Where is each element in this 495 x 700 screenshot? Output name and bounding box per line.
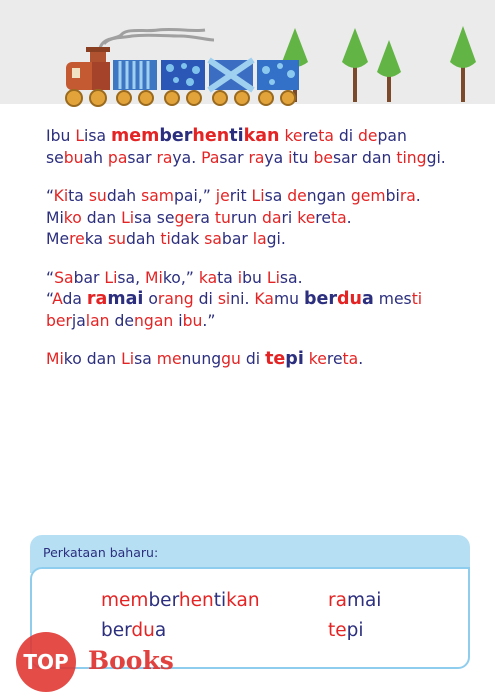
text-segment: sa. [279,268,303,287]
text-segment: pi [285,349,304,369]
story-line [46,126,466,148]
text-segment: gi. [266,230,286,248]
text-segment: ko,” [162,268,199,287]
text-segment: ta [68,187,89,205]
text-segment: dah [106,187,142,205]
text-segment: ra [156,148,173,167]
text-segment: kan [243,126,280,146]
tree-icon [377,40,401,102]
text-segment: re [302,127,319,145]
text-segment: i [288,148,293,167]
vocab-word [328,620,364,641]
text-segment: Pa [201,148,220,167]
text-segment: su [108,230,127,248]
text-segment: be [313,148,333,167]
text-segment: Li [121,350,135,368]
text-segment: da [62,290,87,308]
text-segment: ge [174,208,194,227]
text-segment: di [333,127,359,145]
text-segment: ja [71,311,86,330]
text-segment: sar [219,148,249,167]
watermark-logo-text: TOP [23,650,69,674]
vocab-word [101,620,166,641]
text-segment: ber [148,590,179,611]
text-segment: ber [159,126,193,146]
text-segment: ah [83,148,108,167]
text-segment: kan [226,590,260,611]
text-segment: re [326,350,343,368]
text-segment: dah [126,230,161,248]
text-segment: pa [107,148,128,167]
story-line [46,148,466,170]
text-segment: bu [242,268,267,287]
text-segment: pi [346,620,364,641]
text-segment: sam [141,187,174,205]
text-segment: sa [264,187,288,205]
text-segment: ra [86,289,108,309]
text-segment: nung [181,350,222,368]
wheels [66,90,295,106]
story-paragraph [46,186,466,251]
text-segment: hen [192,126,230,146]
text-segment: mu [273,290,304,308]
story-line [46,229,466,251]
text-segment: bi [385,187,400,205]
text-segment: Li [251,187,265,205]
text-segment: de [287,187,307,205]
text-segment: sa [204,230,222,248]
story-text [46,126,466,388]
text-segment: . [415,187,421,205]
text-segment: “ [46,187,54,205]
text-segment: gem [350,187,386,205]
text-segment: te [265,349,286,369]
text-segment: de [358,127,378,145]
text-segment: . [346,208,352,227]
text-segment: ber [46,311,72,330]
text-segment: di [240,350,266,368]
text-segment: ti [411,290,423,308]
text-segment: ngan [306,187,351,205]
text-segment: dan [362,148,397,167]
text-segment: i [173,311,183,330]
watermark-text: Books [88,646,174,675]
locomotive-icon [66,47,110,90]
text-segment: mai [346,590,382,611]
text-segment: re [315,208,331,227]
text-segment: Ibu [46,127,76,145]
tree-icon [450,26,476,102]
text-segment: re [69,230,85,248]
vocab-word [328,590,381,611]
text-segment: mai [107,289,144,309]
text-segment: ko [63,350,87,368]
text-segment: ti [229,126,244,146]
text-segment: ke [297,208,316,227]
story-line [46,186,466,208]
text-segment: “ [46,268,55,287]
text-segment: sa, [117,268,146,287]
text-segment: ta [217,268,238,287]
vocab-title: Perkataan baharu: [43,545,159,560]
text-segment: “ [46,290,53,308]
text-segment: pan [377,127,407,145]
text-segment: a [154,620,167,641]
story-paragraph [46,126,466,169]
text-segment: mem [111,126,160,146]
text-segment: ngan [134,311,174,330]
text-segment: ra [248,148,265,167]
text-segment: la [252,230,267,248]
text-segment: de [109,311,135,330]
text-segment: mes [373,290,412,308]
text-segment: isa [84,127,112,145]
text-segment: se [156,208,175,227]
text-segment: du [337,289,362,309]
text-segment: ta [330,208,347,227]
vocab-word [101,590,260,611]
story-line [46,349,466,371]
text-segment: Sa [54,268,74,287]
text-segment: rang [157,290,194,308]
text-segment: da [262,208,282,227]
text-segment: ra [193,208,215,227]
text-segment: . [358,350,364,368]
text-segment: di [193,290,218,308]
text-segment: bar [221,230,253,248]
text-segment: gu [221,350,241,368]
text-segment: ke [308,350,327,368]
text-segment: bu [182,311,203,330]
wagon-blue-stripes-icon [113,60,157,90]
text-segment: Li [104,268,118,287]
text-segment: ti [160,230,171,248]
train-with-trees-icon [0,0,495,110]
text-segment: te [328,620,347,641]
text-segment: dan [81,208,122,227]
text-segment: ti [213,590,227,611]
text-segment: ya [264,148,289,167]
text-segment: me [156,350,182,368]
text-segment: ber [101,620,132,641]
text-segment: ra [399,187,416,205]
text-segment: rit [229,187,252,205]
text-segment: sar [127,148,157,167]
text-segment: .” [202,311,216,330]
text-segment: Ki [53,187,69,205]
watermark-logo [6,628,90,694]
text-segment: i [237,268,243,287]
tree-icon [342,28,368,102]
text-segment: bar [73,268,105,287]
wagon-dots-icon [257,60,299,90]
text-segment: tu [292,148,314,167]
text-segment: dak [170,230,205,248]
text-segment: ke [284,127,303,145]
text-segment: ri [281,208,298,227]
text-segment: ra [328,590,347,611]
text-segment: sa [134,350,157,368]
wagon-cross-icon [209,60,253,90]
text-segment: ta [318,127,334,145]
text-segment: se [46,148,64,167]
text-segment: tu [214,208,231,227]
story-line [46,311,466,333]
text-segment: ya. [172,148,202,167]
text-segment: ka [84,230,109,248]
text-segment: ko [63,208,82,227]
text-segment: ka [198,268,218,287]
text-segment: pai,” [174,187,216,205]
text-segment: hen [178,590,214,611]
story-line [46,289,466,311]
smoke-icon [100,29,214,48]
story-paragraph [46,349,466,371]
text-segment: Me [46,230,70,248]
text-segment: bu [63,148,84,167]
wagon-blue-dots-icon [161,60,205,90]
text-segment: lan [85,311,110,330]
text-segment: dan [86,350,122,368]
story-line [46,268,466,290]
text-segment: ni. [230,290,255,308]
text-segment: du [131,620,155,641]
story-paragraph [46,268,466,333]
text-segment: Mi [46,350,64,368]
text-segment: sar [332,148,363,167]
text-segment: ting [396,148,427,167]
text-segment: mem [101,590,149,611]
text-segment: a [362,289,374,309]
text-segment: si [217,290,231,308]
text-segment: o [143,290,158,308]
text-segment: gi. [426,148,446,167]
text-segment: Mi [46,208,64,227]
text-segment: ta [342,350,359,368]
text-segment: ber [303,289,337,309]
text-segment: je [215,187,230,205]
text-segment: Mi [145,268,163,287]
text-segment: sa [134,208,157,227]
text-segment: A [52,290,63,308]
text-segment: Ka [254,290,274,308]
text-segment: Li [121,208,135,227]
text-segment: L [75,127,85,145]
text-segment: run [230,208,263,227]
text-segment: Li [266,268,280,287]
story-line [46,208,466,230]
text-segment: su [88,187,107,205]
